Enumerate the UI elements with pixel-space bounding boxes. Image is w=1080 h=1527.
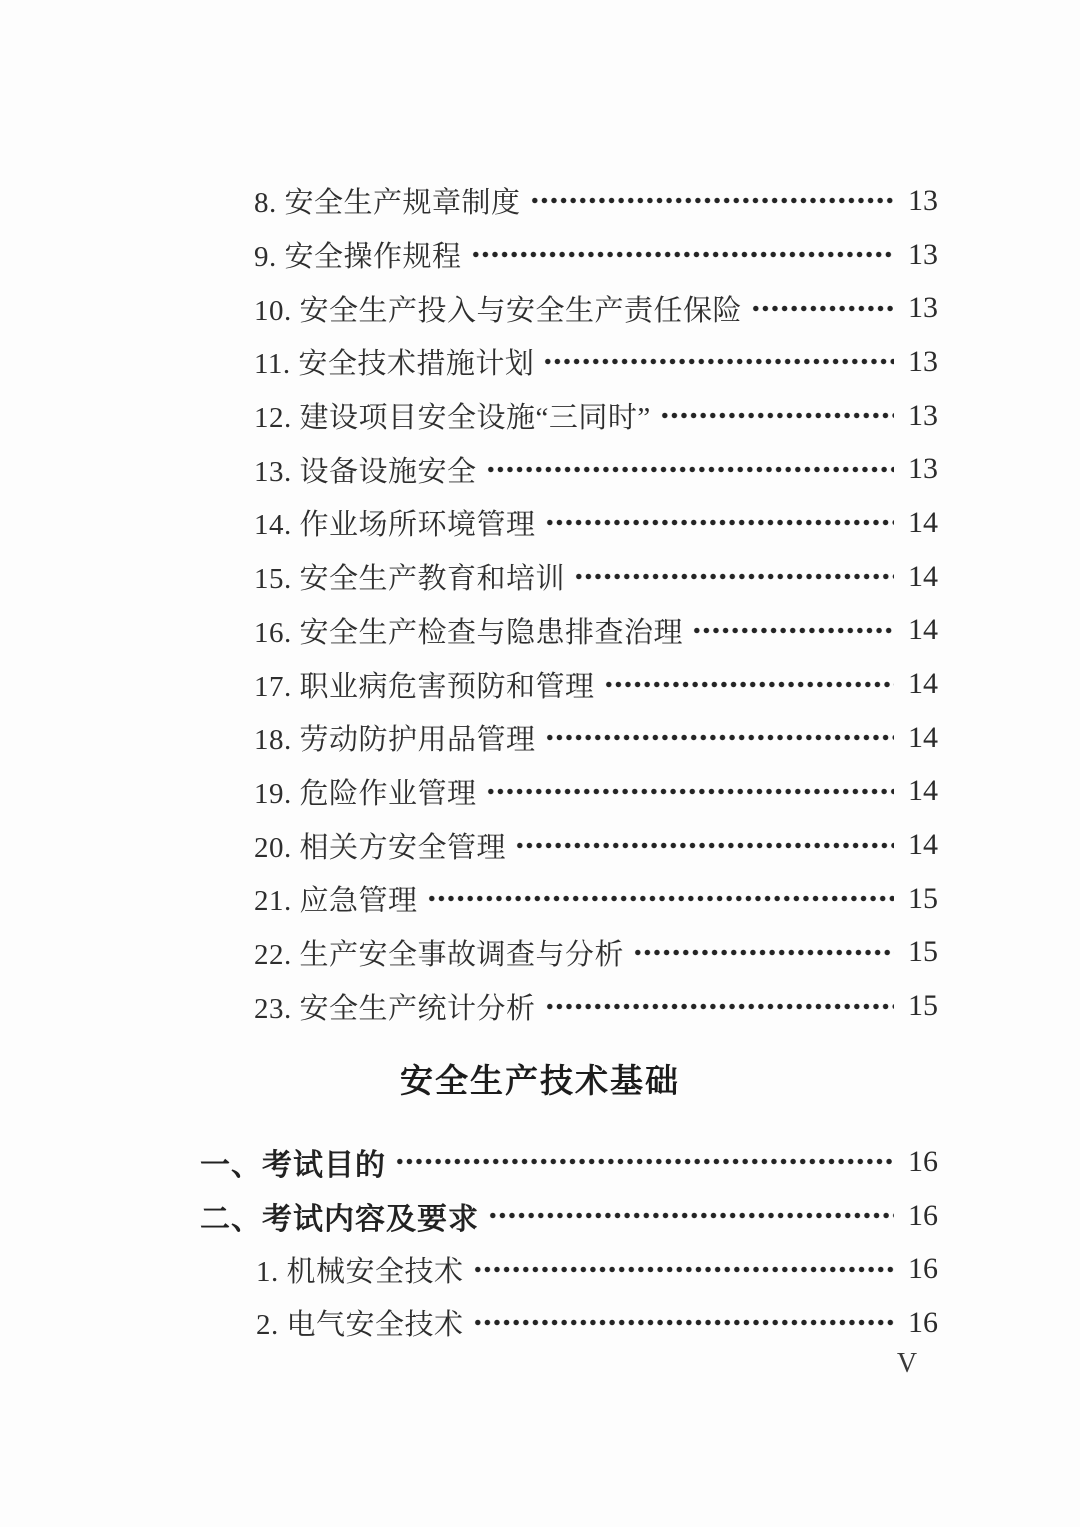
toc-entry-page: 16: [908, 1305, 938, 1339]
toc-list-management: [0, 174, 1080, 1350]
toc-entry: [0, 228, 1080, 282]
toc-entry-page: 14: [908, 828, 938, 862]
toc-entry: [0, 1135, 1080, 1189]
toc-entry: [0, 1189, 1080, 1243]
toc-entry: [0, 872, 1080, 926]
toc-entry: [0, 496, 1080, 550]
toc-entry: [0, 657, 1080, 711]
toc-entry-label: 18. 劳动防护用品管理: [254, 724, 536, 757]
toc-entry: [0, 335, 1080, 389]
toc-entry-label: 12. 建设项目安全设施“三同时”: [254, 402, 651, 435]
toc-entry-page: 14: [908, 505, 938, 539]
toc-entry: [0, 765, 1080, 819]
toc-dot-leader: [427, 895, 894, 902]
toc-entry-label: 23. 安全生产统计分析: [254, 992, 536, 1025]
toc-dot-leader: [543, 358, 894, 365]
toc-entry-label: 22. 生产安全事故调查与分析: [254, 938, 625, 971]
toc-entry-page: 13: [908, 291, 938, 325]
toc-entry-label: 1. 机械安全技术: [256, 1255, 464, 1288]
toc-entry-label: 17. 职业病危害预防和管理: [254, 670, 595, 703]
toc-entry: [0, 604, 1080, 658]
toc-dot-leader: [545, 519, 894, 526]
toc-dot-leader: [473, 1266, 894, 1273]
toc-entry-page: 14: [908, 613, 938, 647]
toc-entry-label: 二、考试内容及要求: [200, 1202, 479, 1236]
toc-dot-leader: [633, 949, 894, 956]
toc-entry-page: 15: [908, 881, 938, 915]
toc-entry: [0, 281, 1080, 335]
toc-entry: [0, 979, 1080, 1033]
section-heading: 安全生产技术基础: [400, 1062, 680, 1099]
toc-entry-page: 14: [908, 774, 938, 808]
toc-entry-page: 15: [908, 935, 938, 969]
toc-entry-label: 16. 安全生产检查与隐患排查治理: [254, 616, 684, 649]
toc-entry-page: 14: [908, 667, 938, 701]
toc-dot-leader: [751, 305, 894, 312]
toc-dot-leader: [545, 1003, 894, 1010]
toc-entry: [0, 442, 1080, 496]
toc-list-technical-basics: [0, 1135, 1080, 1350]
toc-dot-leader: [604, 681, 894, 688]
toc-entry: [0, 550, 1080, 604]
toc-entry-label: 21. 应急管理: [254, 885, 418, 918]
toc-entry: [0, 926, 1080, 980]
toc-entry-page: 16: [908, 1144, 938, 1178]
toc-entry-page: 16: [908, 1252, 938, 1286]
toc-entry-page: 13: [908, 398, 938, 432]
toc-entry: [0, 174, 1080, 228]
toc-dot-leader: [486, 788, 894, 795]
toc-entry-label: 13. 设备设施安全: [254, 455, 477, 488]
toc-entry-label: 20. 相关方安全管理: [254, 831, 507, 864]
toc-dot-leader: [488, 1212, 894, 1219]
toc-entry: [0, 711, 1080, 765]
toc-entry-label: 8. 安全生产规章制度: [254, 187, 521, 220]
toc-entry-page: 13: [908, 183, 938, 217]
toc-dot-leader: [486, 466, 894, 473]
toc-entry-page: 15: [908, 989, 938, 1023]
toc-dot-leader: [395, 1158, 894, 1165]
toc-entry-page: 13: [908, 237, 938, 271]
toc-entry-label: 11. 安全技术措施计划: [254, 348, 535, 381]
toc-entry-page: 16: [908, 1198, 938, 1232]
toc-entry-page: 14: [908, 720, 938, 754]
toc-dot-leader: [660, 412, 894, 419]
toc-dot-leader: [692, 627, 894, 634]
toc-entry: [0, 1296, 1080, 1350]
page-number-footer: V: [896, 1348, 918, 1379]
toc-entry-label: 14. 作业场所环境管理: [254, 509, 536, 542]
toc-entry-label: 一、考试目的: [200, 1148, 386, 1182]
toc-dot-leader: [574, 573, 894, 580]
toc-entry-page: 14: [908, 559, 938, 593]
toc-entry: [0, 1242, 1080, 1296]
toc-entry: [0, 389, 1080, 443]
toc-entry-page: 13: [908, 344, 938, 378]
toc-entry-label: 15. 安全生产教育和培训: [254, 563, 566, 596]
toc-dot-leader: [545, 734, 894, 741]
toc-entry-label: 19. 危险作业管理: [254, 777, 477, 810]
toc-entry-label: 9. 安全操作规程: [254, 241, 462, 274]
toc-dot-leader: [471, 251, 894, 258]
toc-entry-label: 2. 电气安全技术: [256, 1309, 464, 1342]
toc-dot-leader: [473, 1319, 894, 1326]
toc-entry: [0, 818, 1080, 872]
toc-entry-label: 10. 安全生产投入与安全生产责任保险: [254, 294, 743, 327]
toc-entry-page: 13: [908, 452, 938, 486]
toc-dot-leader: [530, 197, 894, 204]
toc-dot-leader: [515, 842, 894, 849]
